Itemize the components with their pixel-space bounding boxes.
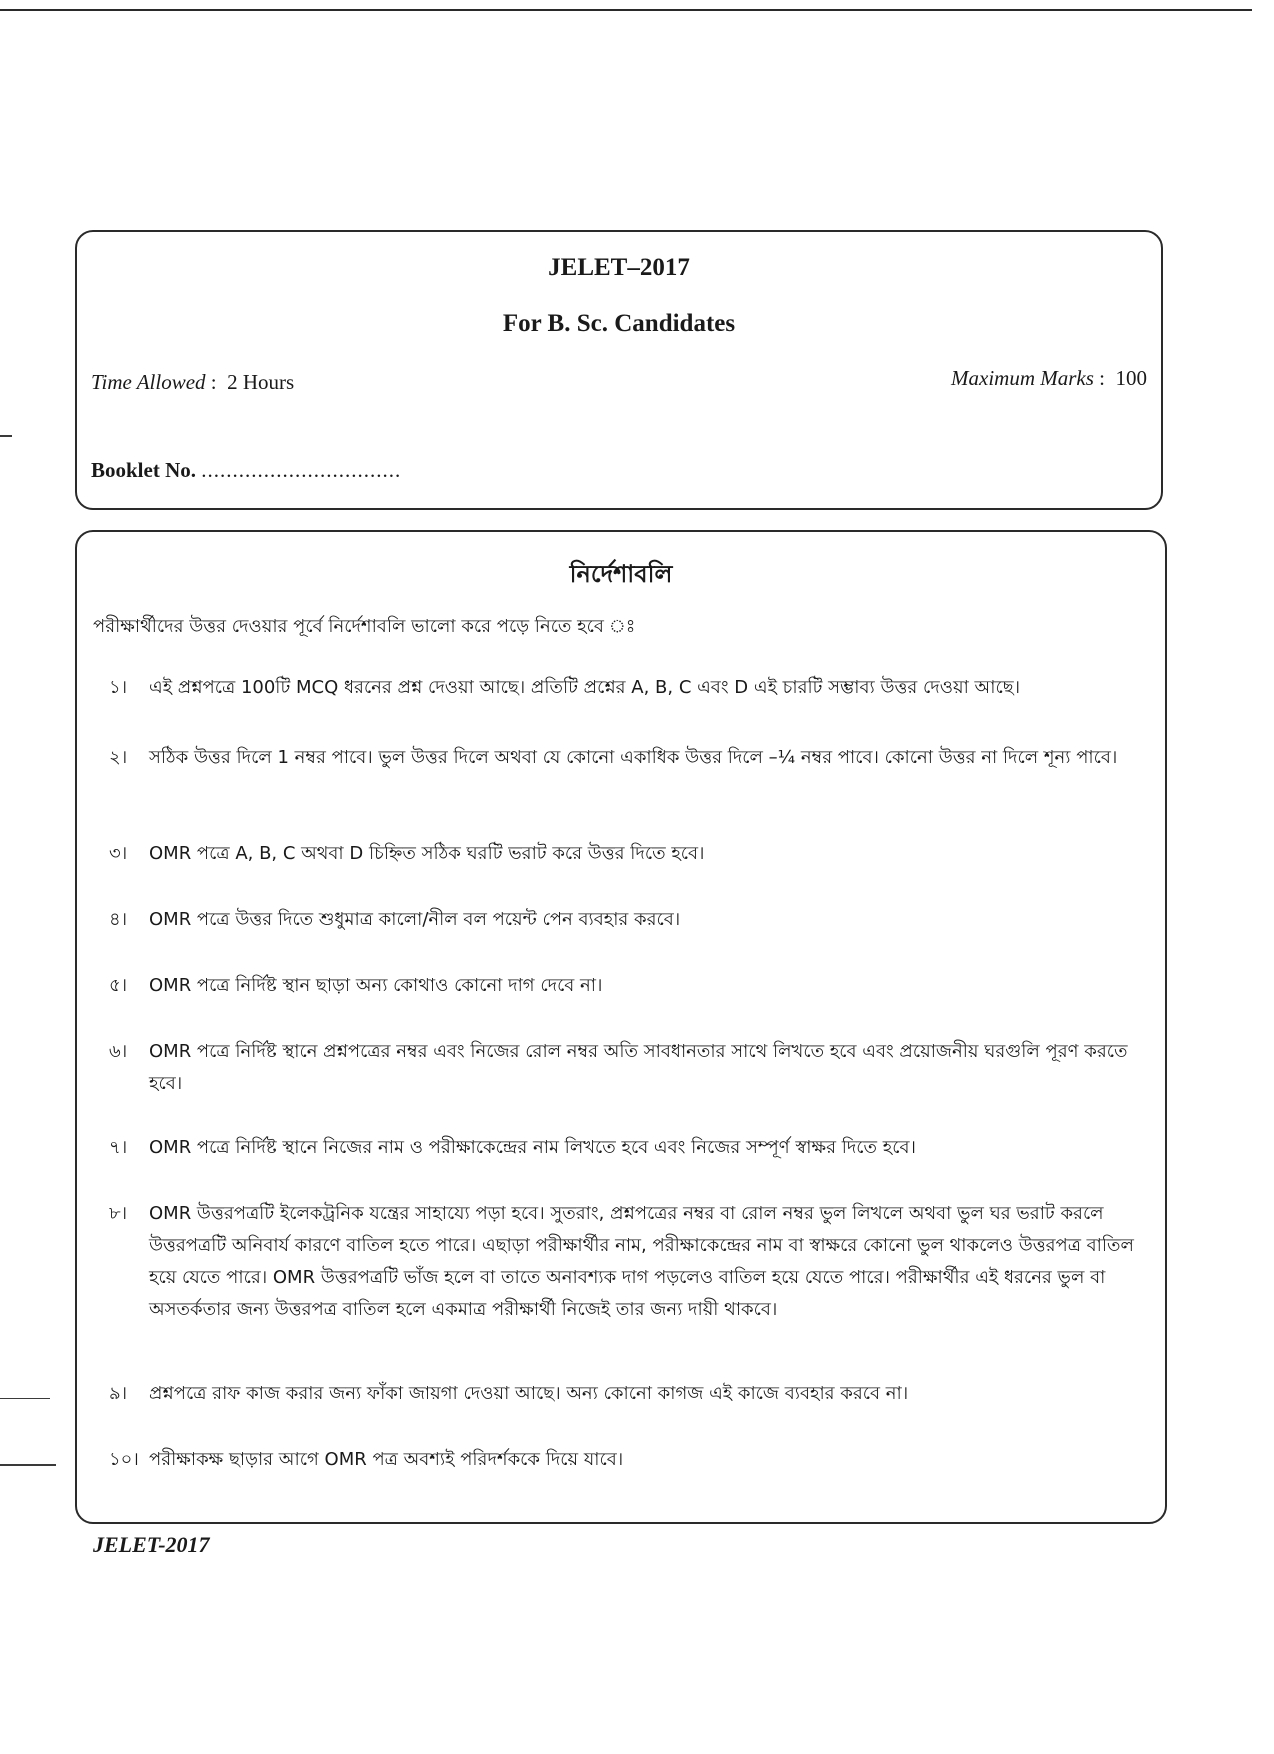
instruction-text: এই প্রশ্নপত্রে 100টি MCQ ধরনের প্রশ্ন দেওয়া আছে। প্রতিটি প্রশ্নের A, B, C এবং D এই চারটি সম্ভাব্য উত্তর দেওয়া আছে। xyxy=(149,677,1021,698)
footer-exam-code: JELET-2017 xyxy=(93,1532,210,1557)
scan-border-line xyxy=(0,9,1252,11)
time-allowed-value: 2 Hours xyxy=(227,370,295,394)
instruction-text: পরীক্ষাকক্ষ ছাড়ার আগে OMR পত্র অবশ্যই পরিদর্শককে দিয়ে যাবে। xyxy=(149,1449,624,1470)
instruction-item xyxy=(109,970,1149,1002)
instruction-number: ২। xyxy=(109,747,128,768)
scan-margin-mark xyxy=(0,1464,56,1466)
instruction-number: ১। xyxy=(109,677,128,698)
time-allowed: Time Allowed : 2 Hours xyxy=(91,370,295,394)
instruction-text: OMR পত্রে নির্দিষ্ট স্থানে নিজের নাম ও পরীক্ষাকেন্দ্রের নাম লিখতে হবে এবং নিজের সম্পূর্ণ স্বাক্ষর দিতে হবে। xyxy=(149,1137,916,1158)
instructions-intro: পরীক্ষার্থীদের উত্তর দেওয়ার পূর্বে নির্দেশাবলি ভালো করে পড়ে নিতে হবে ঃ xyxy=(93,616,636,637)
instruction-item xyxy=(109,1198,1149,1326)
instruction-text: OMR পত্রে উত্তর দিতে শুধুমাত্র কালো/নীল বল পয়েন্ট পেন ব্যবহার করবে। xyxy=(149,909,681,930)
instruction-item xyxy=(109,1444,1149,1476)
exam-subtitle: For B. Sc. Candidates xyxy=(502,310,736,337)
instruction-number: ৪। xyxy=(109,909,128,930)
instruction-text: প্রশ্নপত্রে রাফ কাজ করার জন্য ফাঁকা জায়গা দেওয়া আছে। অন্য কোনো কাগজ এই কাজে ব্যবহার করবে না। xyxy=(149,1383,909,1404)
instruction-item xyxy=(109,1132,1149,1164)
instruction-text: OMR পত্রে A, B, C অথবা D চিহ্নিত সঠিক ঘরটি ভরাট করে উত্তর দিতে হবে। xyxy=(149,843,705,864)
instruction-number: ১০। xyxy=(109,1449,139,1470)
time-allowed-label: Time Allowed xyxy=(91,370,206,394)
booklet-number-blank: ................................ xyxy=(201,458,402,482)
maximum-marks: Maximum Marks : 100 xyxy=(951,366,1147,390)
instruction-item xyxy=(109,1378,1149,1410)
maximum-marks-label: Maximum Marks xyxy=(951,366,1094,390)
instruction-item xyxy=(109,904,1149,936)
instruction-item xyxy=(109,1036,1149,1100)
instruction-number: ৯। xyxy=(109,1383,128,1404)
instructions-box xyxy=(75,530,1167,1524)
booklet-number-label: Booklet No. xyxy=(91,458,196,482)
instruction-item xyxy=(109,672,1149,704)
maximum-marks-value: 100 xyxy=(1115,366,1147,390)
instruction-item xyxy=(109,838,1149,870)
exam-title: JELET–2017 xyxy=(548,254,690,281)
exam-header-box xyxy=(75,230,1163,510)
instruction-text: OMR উত্তরপত্রটি ইলেকট্রনিক যন্ত্রের সাহায্যে পড়া হবে। সুতরাং, প্রশ্নপত্রের নম্বর বা রোল নম্বর ভুল লিখলে অথবা ভুল ঘর ভরাট করলে উত্তরপত্রটি অনিবার্য কারণে বাতিল হতে পারে। এছাড়া পরীক্ষার্থীর নাম, পরীক্ষাকেন্দ্রের নাম বা স্বাক্ষরে কোনো ভুল থাকলেও উত্তরপত্র বাতিল হয়ে যেতে পারে। OMR উত্তরপত্রটি ভাঁজ হলে বা তাতে অনাবশ্যক দাগ পড়লেও বাতিল হয়ে যেতে পারে। পরীক্ষার্থীর এই ধরনের ভুল বা অসতর্কতার জন্য উত্তরপত্র বাতিল হলে একমাত্র পরীক্ষার্থী নিজেই তার জন্য দায়ী থাকবে। xyxy=(149,1203,1134,1320)
instructions-heading: নির্দেশাবলি xyxy=(569,560,673,588)
scan-margin-mark xyxy=(0,435,12,437)
scan-margin-mark xyxy=(0,1398,50,1399)
instruction-item xyxy=(109,742,1149,774)
instruction-text: OMR পত্রে নির্দিষ্ট স্থান ছাড়া অন্য কোথাও কোনো দাগ দেবে না। xyxy=(149,975,603,996)
instruction-number: ৫। xyxy=(109,975,128,996)
instruction-number: ৮। xyxy=(109,1203,128,1224)
instruction-number: ৬। xyxy=(109,1041,128,1062)
instruction-number: ৭। xyxy=(109,1137,128,1158)
instruction-text: OMR পত্রে নির্দিষ্ট স্থানে প্রশ্নপত্রের নম্বর এবং নিজের রোল নম্বর অতি সাবধানতার সাথে লিখতে হবে এবং প্রয়োজনীয় ঘরগুলি পূরণ করতে হবে। xyxy=(149,1041,1128,1094)
instruction-text: সঠিক উত্তর দিলে 1 নম্বর পাবে। ভুল উত্তর দিলে অথবা যে কোনো একাধিক উত্তর দিলে –¼ নম্বর পাবে। কোনো উত্তর না দিলে শূন্য পাবে। xyxy=(149,747,1118,768)
instruction-number: ৩। xyxy=(109,843,128,864)
booklet-number-field xyxy=(91,458,401,483)
